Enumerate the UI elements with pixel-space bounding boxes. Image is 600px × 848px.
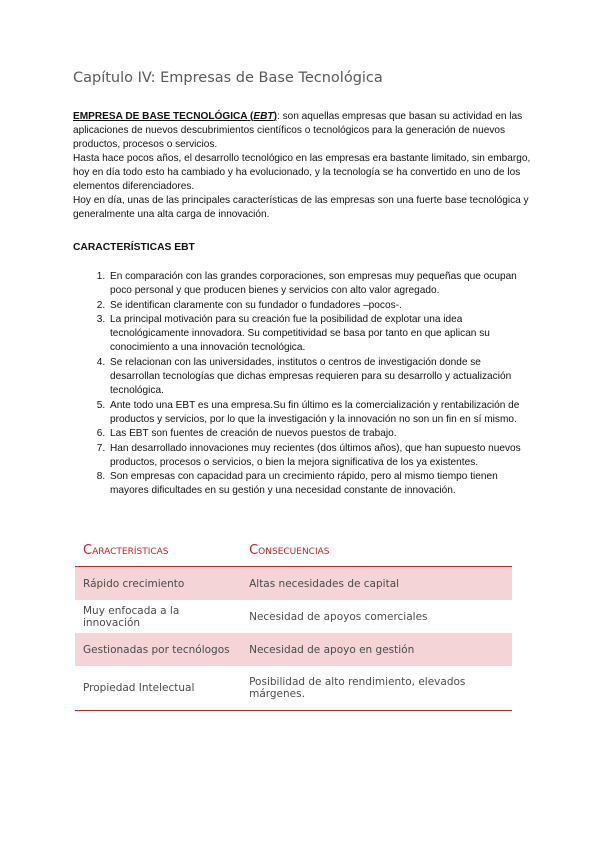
term-heading xyxy=(73,111,277,122)
list-item: 4. Se relacionan con las universidades, institutos o centros de investigación donde se desarrollan tecnologías que dichas empresas requieren para su desarrollo y actualización tecnológica. xyxy=(108,356,533,399)
list-item: 5. Ante todo una EBT es una empresa.Su fin último es la comercialización y rentabilización de productos y servicios, por lo que la investigación y la innovación no son un fin en sí mismo. xyxy=(108,399,533,428)
table-cell: Necesidad de apoyo en gestión xyxy=(235,633,512,666)
table-row xyxy=(75,633,512,666)
intro-section xyxy=(73,110,533,222)
term-close: ) xyxy=(273,111,277,122)
characteristics-table xyxy=(75,535,512,711)
list-item: 8. Son empresas con capacidad para un crecimiento rápido, pero al mismo tiempo tienen mayores dificultades en su gestión y una necesidad constante de innovación. xyxy=(108,470,533,499)
list-item: 1. En comparación con las grandes corporaciones, son empresas muy pequeñas que ocupan poco personal y que producen bienes y servicios con alto valor agregado. xyxy=(108,270,533,299)
table-cell: Altas necesidades de capital xyxy=(235,567,512,601)
intro-paragraph-2: Hasta hace pocos años, el desarrollo tecnológico en las empresas era bastante limitado, sin embargo, hoy en día todo esto ha cambiado y ha evolucionado, y la tecnología se ha convertido en uno de los elementos diferenciadores. xyxy=(73,153,531,192)
table-row xyxy=(75,666,512,711)
term-abbr: EBT xyxy=(253,111,274,122)
features-heading: CARACTERÍSTICAS EBT xyxy=(73,242,195,253)
table-cell: Posibilidad de alto rendimiento, elevados márgenes. xyxy=(235,666,512,711)
column-header-consequences: Consecuencias xyxy=(235,535,512,567)
definition-paragraph xyxy=(73,110,533,152)
chapter-title: Capítulo IV: Empresas de Base Tecnológica xyxy=(73,70,383,86)
column-header-characteristics: Características xyxy=(75,535,235,567)
table-cell: Rápido crecimiento xyxy=(75,567,235,601)
table-row xyxy=(75,600,512,633)
table-row xyxy=(75,567,512,601)
term-main: EMPRESA DE BASE TECNOLÓGICA xyxy=(73,111,248,122)
list-item: 2. Se identifican claramente con su fundador o fundadores –pocos-. xyxy=(108,299,533,313)
intro-paragraph-3: Hoy en día, unas de las principales características de las empresas son una fuerte base tecnológica y generalmente una alta carga de innovación. xyxy=(73,195,529,220)
list-item: 3. La principal motivación para su creación fue la posibilidad de explotar una idea tecnológicamente innovadora. Su competitividad se basa por tanto en que aplican su conocimiento a una innovación tecnológica. xyxy=(108,313,533,356)
list-item: 6. Las EBT son fuentes de creación de nuevos puestos de trabajo. xyxy=(108,427,533,441)
term-open: ( xyxy=(247,111,254,122)
definition-text: : son aquellas empresas que basan su actividad en las aplicaciones de nuevos descubrimientos científicos o tecnológicos para la generación de nuevos productos, procesos o servicios. xyxy=(73,111,523,150)
table-cell: Necesidad de apoyos comerciales xyxy=(249,610,428,623)
table-header-row xyxy=(75,535,512,567)
features-list xyxy=(73,270,533,499)
table-cell: Gestionadas por tecnólogos xyxy=(75,633,235,666)
table-cell: Muy enfocada a la innovación xyxy=(83,604,180,629)
table-cell: Propiedad Intelectual xyxy=(75,666,235,711)
document-page xyxy=(73,70,533,499)
list-item: 7. Han desarrollado innovaciones muy recientes (dos últimos años), que han supuesto nuevos productos, procesos o servicios, o bien la mejora significativa de los ya existentes. xyxy=(108,442,533,471)
